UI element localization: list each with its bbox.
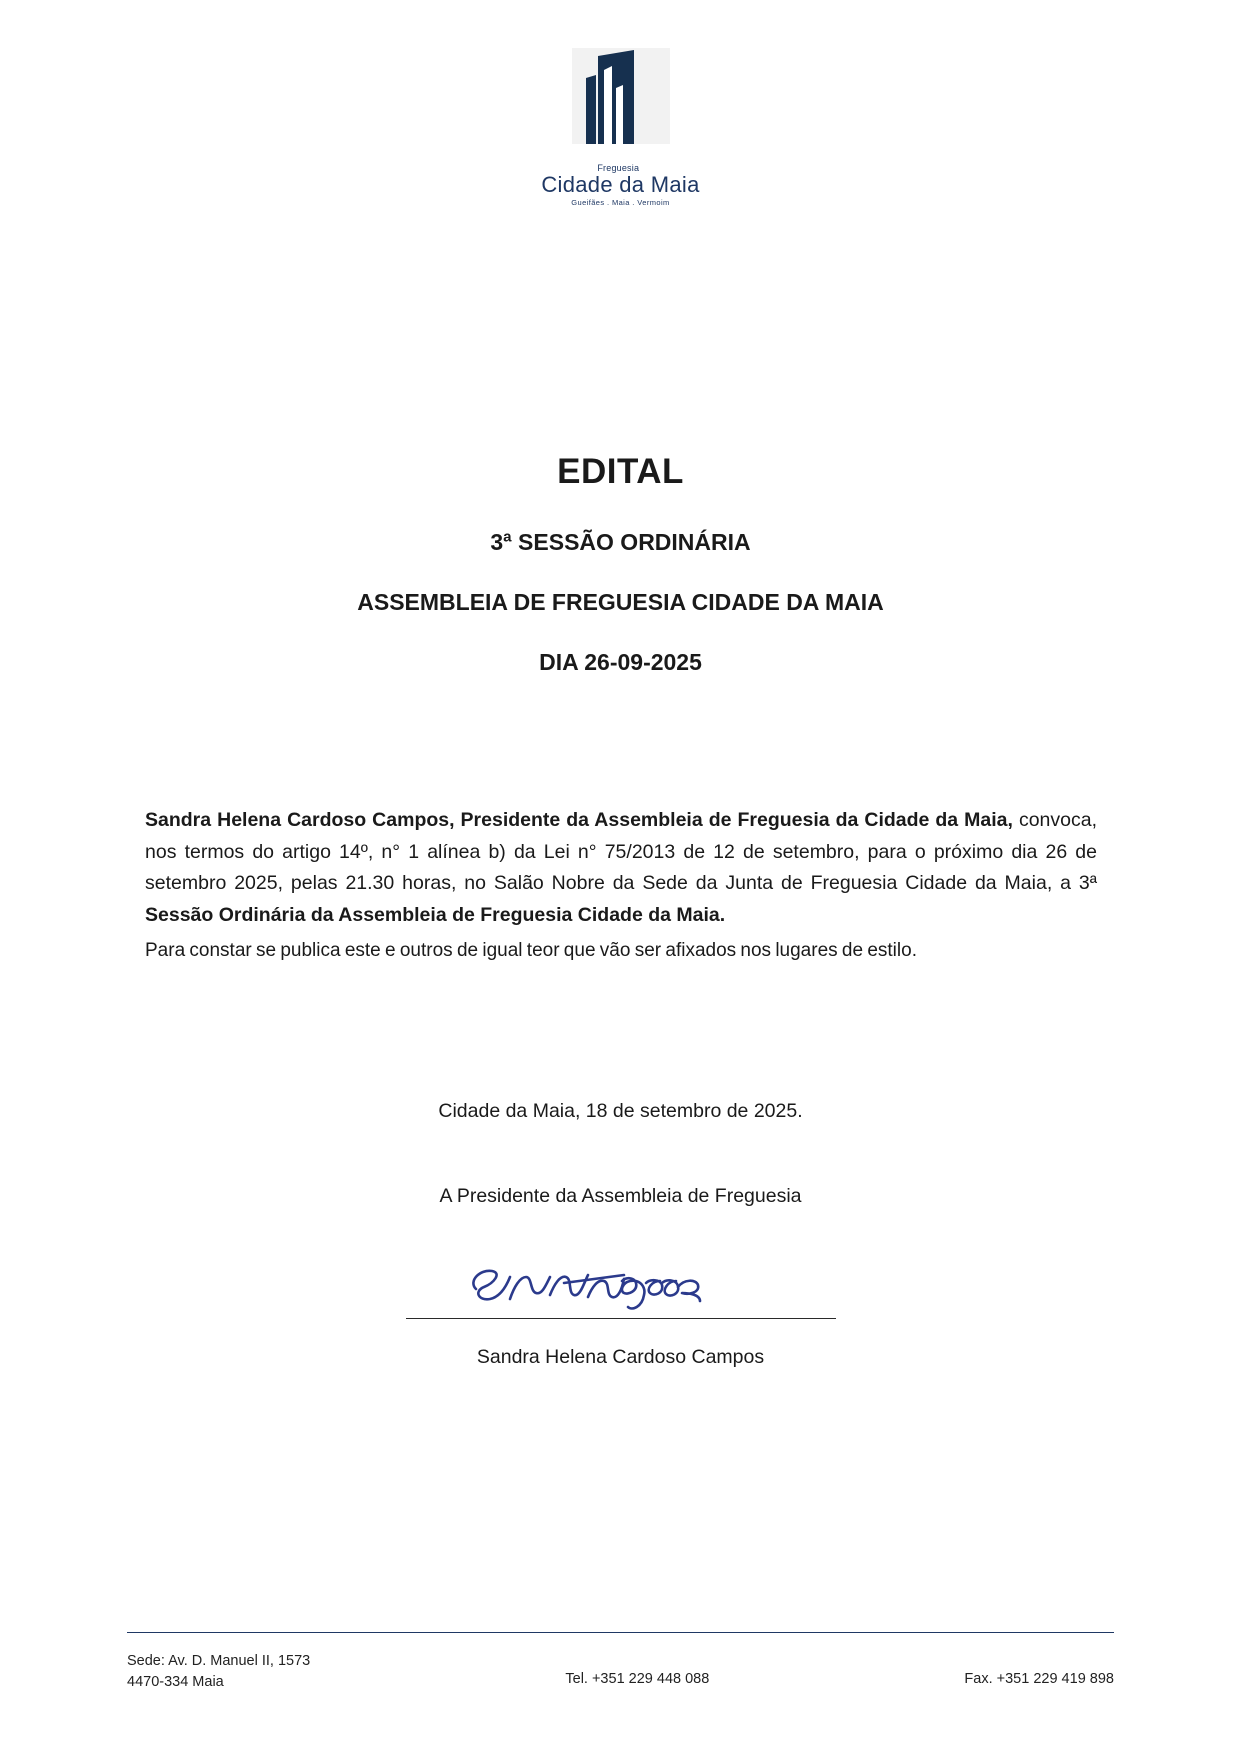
document-subtitle-session: 3ª SESSÃO ORDINÁRIA (490, 529, 751, 555)
closing-block (0, 1100, 1241, 1208)
page-title: EDITAL (557, 452, 684, 491)
document-subtitle-date: DIA 26-09-2025 (539, 649, 702, 675)
footer-address (127, 1651, 310, 1693)
footer-address-line-1: Sede: Av. D. Manuel II, 1573 (127, 1652, 311, 1669)
paragraph-bold-end: Sessão Ordinária da Assembleia de Freguesia Cidade da Maia. (145, 903, 726, 926)
footer-fax: Fax. +351 229 419 898 (964, 1670, 1114, 1687)
signatory-name: Sandra Helena Cardoso Campos (476, 1346, 765, 1368)
freguesia-monument-logo-icon (526, 48, 716, 163)
logo-wordmark (541, 164, 699, 207)
paragraph-lead-bold: Sandra Helena Cardoso Campos, Presidente da Assembleia de Freguesia da Cidade da Maia, (145, 809, 1013, 831)
footer-phone: Tel. +351 229 448 088 (565, 1670, 710, 1687)
main-paragraph (145, 805, 1097, 931)
place-and-date: Cidade da Maia, 18 de setembro de 2025. (438, 1100, 803, 1122)
footer (127, 1651, 1114, 1693)
document-subtitle-assembly: ASSEMBLEIA DE FREGUESIA CIDADE DA MAIA (357, 589, 884, 615)
logo-sub-text: Gueifães . Maia . Vermoim (571, 198, 670, 207)
paragraph-middle: convoca, nos termos do artigo 14º, n° 1 alínea b) da Lei n° 75/2013 de 12 de setembro, para o próximo dia 26 de setembro 2025, pelas 21.30 horas, no Salão Nobre da Sede da Junta de Freguesia Cidade da Maia, a 3ª (145, 809, 1097, 895)
footer-address-line-2: 4470-334 Maia (127, 1673, 224, 1690)
handwritten-signature-icon (464, 1253, 764, 1317)
secondary-paragraph: Para constar se publica este e outros de igual teor que vão ser afixados nos lugares de estilo. (145, 940, 917, 962)
title-block (0, 452, 1241, 676)
logo (521, 48, 721, 207)
signatory-role: A Presidente da Assembleia de Freguesia (439, 1185, 802, 1207)
logo-main-text: Cidade da Maia (541, 172, 700, 197)
signature-area (0, 1255, 1241, 1369)
signature-line (406, 1318, 836, 1319)
signature-holder (406, 1255, 836, 1335)
footer-divider (127, 1632, 1114, 1633)
body-block (145, 805, 1097, 966)
letterhead (0, 48, 1241, 207)
logo-small-text: Freguesia (597, 163, 640, 173)
